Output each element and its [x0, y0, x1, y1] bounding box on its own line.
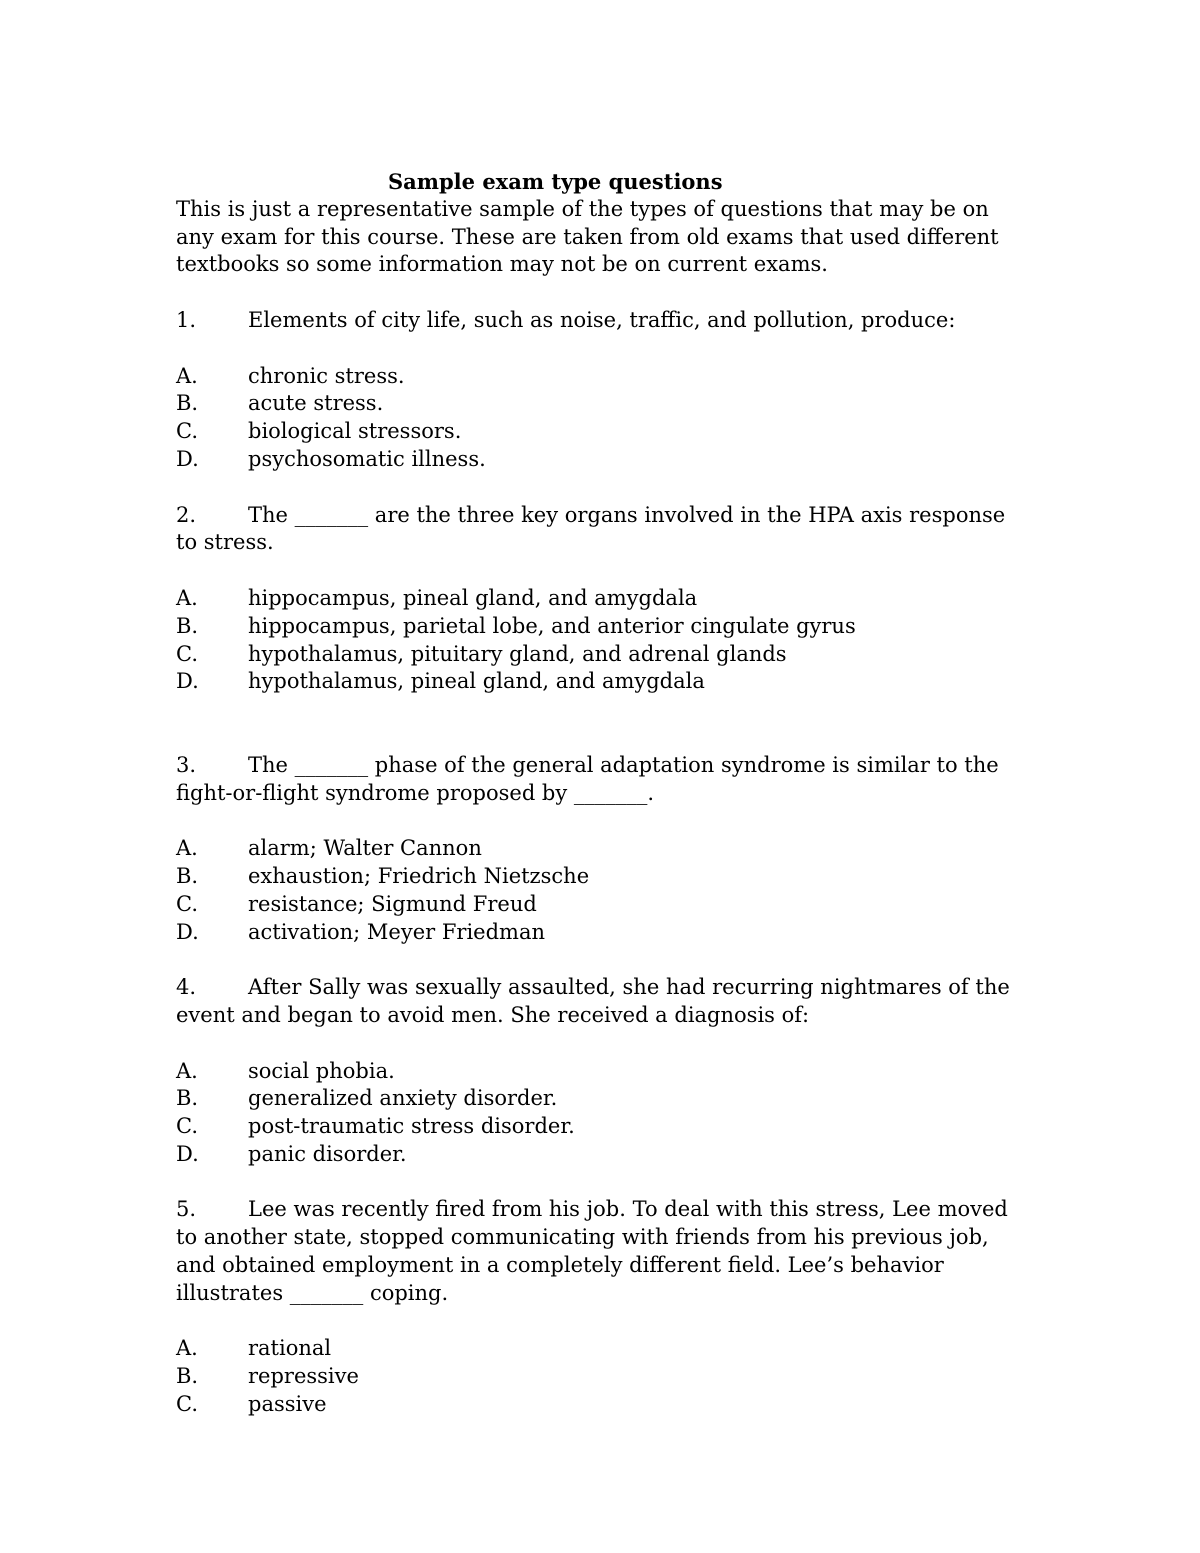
answer-option [176, 891, 1026, 919]
question-text: The _______ are the three key organs involved in the HPA axis response to stress. [176, 502, 1006, 555]
question-2 [176, 502, 1026, 697]
answer-option [176, 446, 1026, 474]
question-number: 1. [176, 307, 197, 332]
option-letter: A. [176, 363, 198, 388]
option-letter: C. [176, 1392, 198, 1417]
option-text: psychosomatic illness. [248, 446, 486, 471]
answer-option [176, 1363, 1026, 1391]
question-text: The _______ phase of the general adaptation syndrome is similar to the fight-or-flight syndrome proposed by _______. [176, 752, 999, 805]
option-letter: C. [176, 641, 198, 666]
answer-option [176, 919, 1026, 947]
option-text: generalized anxiety disorder. [248, 1086, 558, 1111]
question-5 [176, 1196, 1026, 1418]
answer-option [176, 1141, 1026, 1169]
option-text: hippocampus, pineal gland, and amygdala [248, 585, 698, 610]
option-text: acute stress. [248, 391, 384, 416]
option-letter: C. [176, 891, 198, 916]
answer-option [176, 668, 1026, 696]
answer-option [176, 1085, 1026, 1113]
intro-paragraph: This is just a representative sample of the types of questions that may be on any exam for this course. These are taken from old exams that used different textbooks so some information may not be on current exams. [176, 196, 999, 277]
question-number: 3. [176, 752, 197, 777]
option-letter: B. [176, 391, 199, 416]
option-letter: B. [176, 1086, 199, 1111]
option-letter: D. [176, 446, 199, 471]
option-letter: D. [176, 669, 199, 694]
answer-option [176, 363, 1026, 391]
option-text: hippocampus, parietal lobe, and anterior cingulate gyrus [248, 613, 856, 638]
option-letter: A. [176, 585, 198, 610]
answer-option [176, 863, 1026, 891]
option-letter: B. [176, 863, 199, 888]
option-letter: B. [176, 1364, 199, 1389]
option-letter: C. [176, 1114, 198, 1139]
question-1 [176, 307, 1026, 474]
option-text: exhaustion; Friedrich Nietzsche [248, 863, 590, 888]
option-letter: A. [176, 836, 198, 861]
question-number: 2. [176, 502, 197, 527]
option-letter: A. [176, 1058, 198, 1083]
option-text: alarm; Walter Cannon [248, 836, 482, 861]
answer-option [176, 641, 1026, 669]
answer-option [176, 418, 1026, 446]
option-text: rational [248, 1336, 332, 1361]
option-text: post-traumatic stress disorder. [248, 1114, 575, 1139]
answer-option [176, 585, 1026, 613]
question-number: 5. [176, 1197, 197, 1222]
option-letter: D. [176, 919, 199, 944]
page-title: Sample exam type questions [388, 169, 723, 194]
document-page [176, 168, 1026, 1419]
option-text: social phobia. [248, 1058, 395, 1083]
option-text: passive [248, 1392, 327, 1417]
option-letter: D. [176, 1141, 199, 1166]
question-text: Elements of city life, such as noise, traffic, and pollution, produce: [248, 307, 956, 332]
answer-option [176, 835, 1026, 863]
option-letter: B. [176, 613, 199, 638]
option-text: biological stressors. [248, 419, 462, 444]
option-text: activation; Meyer Friedman [248, 919, 545, 944]
answer-option [176, 1391, 1026, 1419]
option-letter: A. [176, 1336, 198, 1361]
answer-option [176, 1113, 1026, 1141]
question-4 [176, 974, 1026, 1169]
answer-option [176, 613, 1026, 641]
answer-option [176, 390, 1026, 418]
option-text: resistance; Sigmund Freud [248, 891, 537, 916]
option-text: hypothalamus, pineal gland, and amygdala [248, 669, 705, 694]
question-text: After Sally was sexually assaulted, she had recurring nightmares of the event and began to avoid men. She received a diagnosis of: [176, 975, 1010, 1027]
answer-option [176, 1335, 1026, 1363]
question-text: Lee was recently fired from his job. To deal with this stress, Lee moved to another state, stopped communicating with friends from his previous job, and obtained employment in a completely different field. Lee’s behavior illustrates _______ coping. [176, 1197, 1008, 1305]
option-letter: C. [176, 419, 198, 444]
option-text: panic disorder. [248, 1141, 407, 1166]
question-number: 4. [176, 975, 197, 1000]
question-3 [176, 752, 1026, 947]
option-text: repressive [248, 1364, 359, 1389]
option-text: chronic stress. [248, 363, 405, 388]
option-text: hypothalamus, pituitary gland, and adrenal glands [248, 641, 787, 666]
answer-option [176, 1058, 1026, 1086]
